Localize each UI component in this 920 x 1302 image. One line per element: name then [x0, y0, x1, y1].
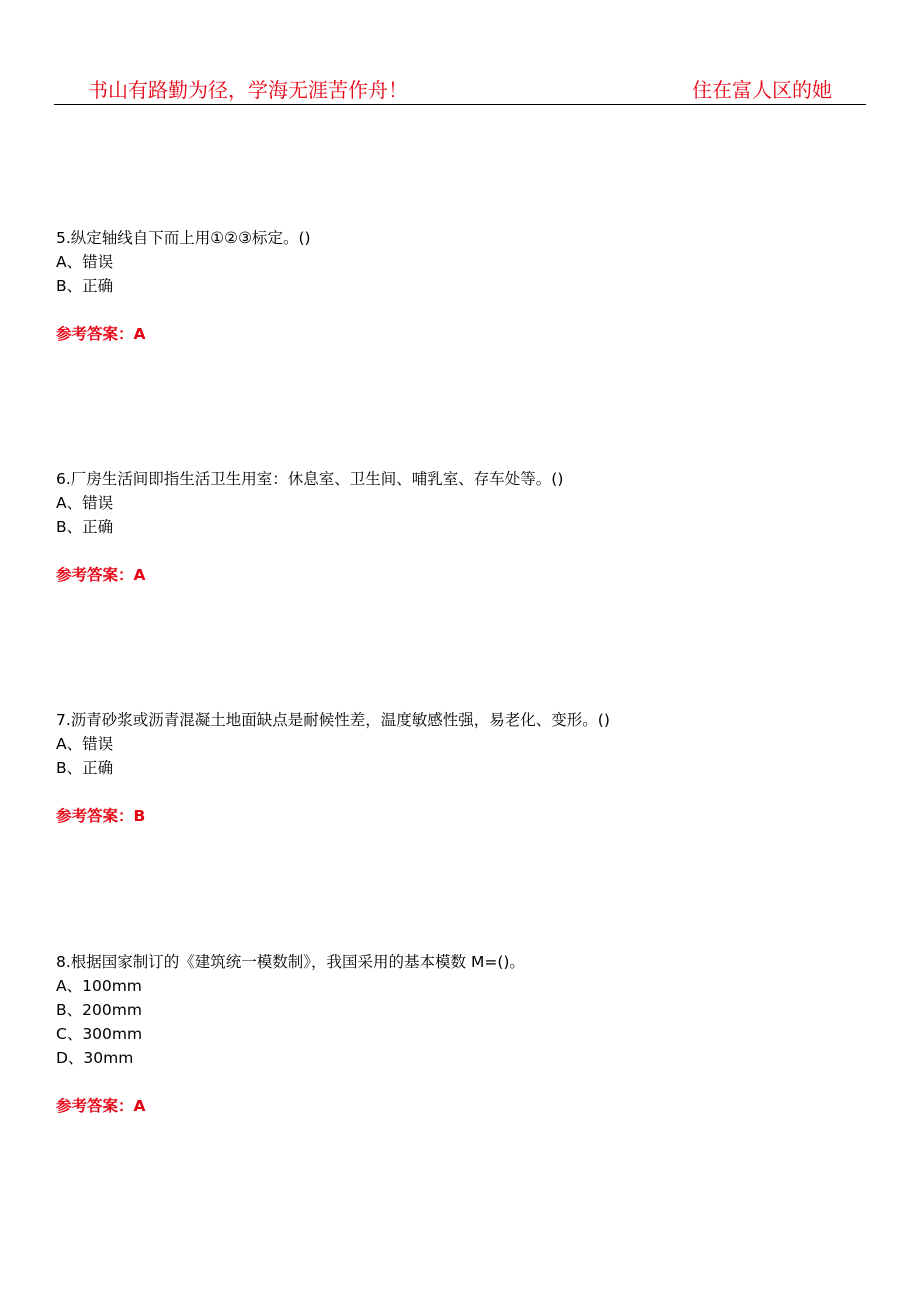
answer-label: 参考答案：A — [56, 325, 146, 343]
option-a: A、错误 — [56, 735, 114, 753]
question-8 — [56, 950, 876, 1118]
header-motto: 书山有路勤为径，学海无涯苦作舟！ — [88, 78, 408, 102]
option-b: B、200mm — [56, 1001, 142, 1019]
option-a: A、100mm — [56, 977, 142, 995]
header-author: 住在富人区的她 — [692, 78, 832, 102]
question-text: 6.厂房生活间即指生活卫生用室：休息室、卫生间、哺乳室、存车处等。() — [56, 470, 564, 488]
option-c: C、300mm — [56, 1025, 143, 1043]
option-b: B、正确 — [56, 759, 114, 777]
option-b: B、正确 — [56, 277, 114, 295]
question-5 — [56, 226, 876, 346]
page-header — [54, 70, 866, 105]
option-a: A、错误 — [56, 253, 114, 271]
question-7 — [56, 708, 876, 828]
option-a: A、错误 — [56, 494, 114, 512]
answer-label: 参考答案：A — [56, 566, 146, 584]
option-b: B、正确 — [56, 518, 114, 536]
question-text: 7.沥青砂浆或沥青混凝土地面缺点是耐候性差，温度敏感性强，易老化、变形。() — [56, 711, 610, 729]
question-text: 8.根据国家制订的《建筑统一模数制》，我国采用的基本模数 M=()。 — [56, 953, 525, 971]
answer-label: 参考答案：A — [56, 1097, 146, 1115]
question-6 — [56, 467, 876, 587]
question-text: 5.纵定轴线自下而上用①②③标定。() — [56, 229, 311, 247]
answer-label: 参考答案：B — [56, 807, 146, 825]
option-d: D、30mm — [56, 1049, 134, 1067]
